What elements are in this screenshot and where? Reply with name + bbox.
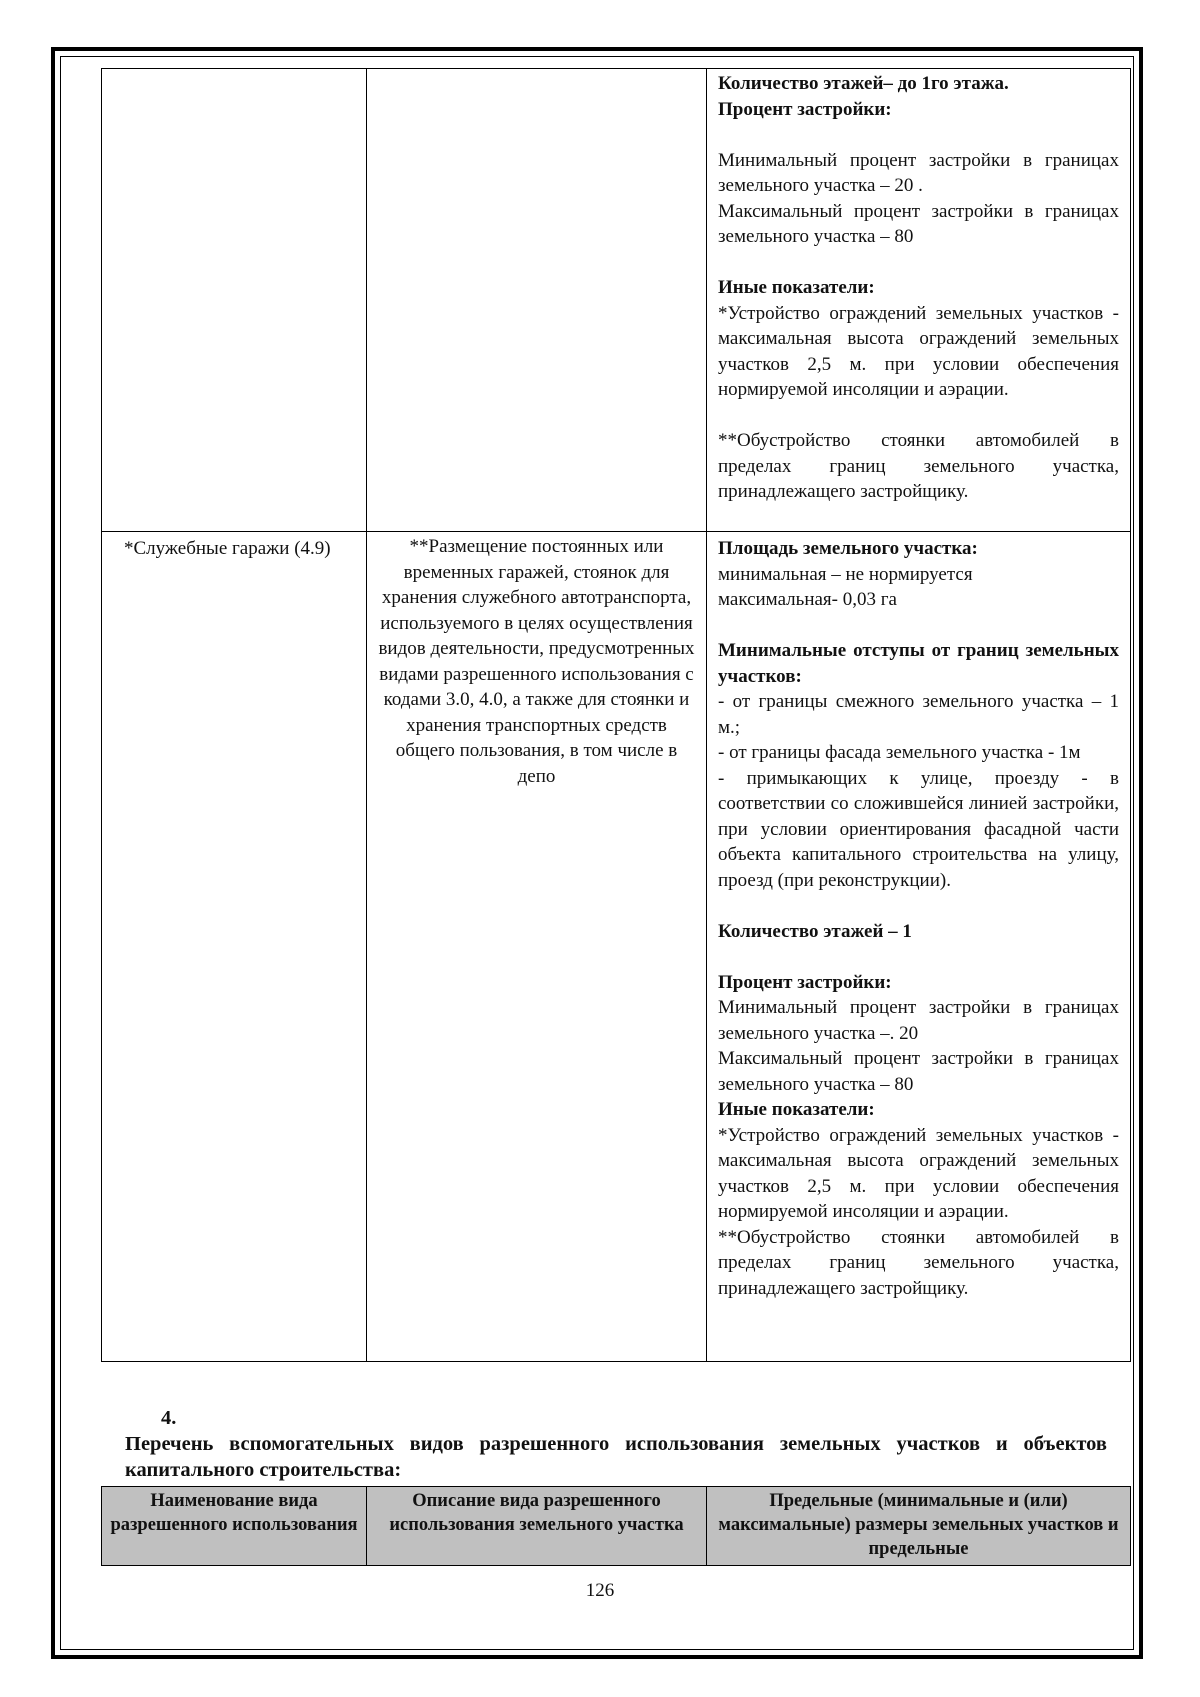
spacer bbox=[718, 893, 1119, 919]
spacer bbox=[718, 944, 1119, 970]
parameter-text: **Обустройство стоянки автомобилей в пределах границ земельного участка, принадлежащего застройщику. bbox=[718, 1226, 1119, 1299]
parameter-text: - от границы фасада земельного участка - 1м bbox=[718, 742, 1081, 763]
permitted-use-table bbox=[101, 68, 1131, 1362]
parameter-text: Максимальный процент застройки в границах земельного участка – 80 bbox=[718, 1048, 1119, 1095]
use-parameters-cell bbox=[707, 69, 1131, 532]
page-number: 126 bbox=[585, 1580, 615, 1601]
column-header-description: Описание вида разрешенного использования земельного участка bbox=[367, 1487, 707, 1566]
parameter-heading: Процент застройки: bbox=[718, 98, 892, 120]
section-number: 4. bbox=[161, 1407, 177, 1429]
parameter-heading: Количество этажей – 1 bbox=[718, 920, 912, 942]
parameters-list bbox=[718, 71, 1119, 505]
parameter-text: - примыкающих к улице, проезду - в соответствии со сложившейся линией застройки, при условии ориентирования фасадной части объекта капитального строительства на улицу, проезд (при реконструкции). bbox=[718, 767, 1119, 891]
spacer bbox=[718, 403, 1119, 429]
use-parameters-cell bbox=[707, 532, 1131, 1362]
table-header-row bbox=[102, 1487, 1131, 1566]
parameter-heading: Площадь земельного участка: bbox=[718, 538, 978, 559]
table-row bbox=[102, 532, 1131, 1362]
column-header-parameters: Предельные (минимальные и (или) максимальные) размеры земельных участков и предельные bbox=[707, 1487, 1131, 1566]
use-description-cell bbox=[367, 69, 707, 532]
parameter-heading: Количество этажей– до 1го этажа. bbox=[718, 73, 1009, 94]
use-name-cell: *Служебные гаражи (4.9) bbox=[102, 532, 367, 1362]
section-heading bbox=[101, 1405, 1107, 1483]
parameters-list bbox=[718, 536, 1119, 1301]
parameter-heading: Процент застройки: bbox=[718, 971, 892, 993]
parameter-heading: Иные показатели: bbox=[718, 277, 875, 298]
parameter-text: максимальная- 0,03 га bbox=[718, 589, 897, 610]
parameter-text: Минимальный процент застройки в границах земельного участка – 20 . bbox=[718, 149, 1119, 196]
parameter-text: Максимальный процент застройки в границах земельного участка – 80 bbox=[718, 200, 1119, 247]
parameter-text: *Устройство ограждений земельных участков - максимальная высота ограждений земельных участков 2,5 м. при условии обеспечения нормируемой инсоляции и аэрации. bbox=[718, 1124, 1119, 1222]
table-row bbox=[102, 69, 1131, 532]
section-title: Перечень вспомогательных видов разрешенного использования земельных участков и объектов капитального строительства: bbox=[125, 1433, 1107, 1481]
parameter-text: - от границы смежного земельного участка – 1 м.; bbox=[718, 691, 1119, 738]
column-header-name: Наименование вида разрешенного использования bbox=[102, 1487, 367, 1566]
parameter-text: минимальная – не нормируется bbox=[718, 563, 973, 585]
spacer bbox=[718, 613, 1119, 639]
parameter-text: **Обустройство стоянки автомобилей в пределах границ земельного участка, принадлежащего застройщику. bbox=[718, 430, 1119, 502]
use-description-cell: **Размещение постоянных или временных гаражей, стоянок для хранения служебного автотранспорта, используемого в целях осуществления видов деятельности, предусмотренных видами разрешенного использования с кодами 3.0, 4.0, а также для стоянки и хранения транспортных средств общего пользования, в том числе в депо bbox=[367, 532, 707, 1362]
parameter-heading: Иные показатели: bbox=[718, 1099, 875, 1120]
parameter-heading: Минимальные отступы от границ земельных участков: bbox=[718, 640, 1119, 687]
parameter-text: *Устройство ограждений земельных участков - максимальная высота ограждений земельных участков 2,5 м. при условии обеспечения нормируемой инсоляции и аэрации. bbox=[718, 302, 1119, 400]
spacer bbox=[718, 250, 1119, 276]
parameter-text: Минимальный процент застройки в границах земельного участка –. 20 bbox=[718, 997, 1119, 1044]
auxiliary-use-table-header bbox=[101, 1486, 1131, 1566]
spacer bbox=[718, 122, 1119, 148]
use-name-cell bbox=[102, 69, 367, 532]
